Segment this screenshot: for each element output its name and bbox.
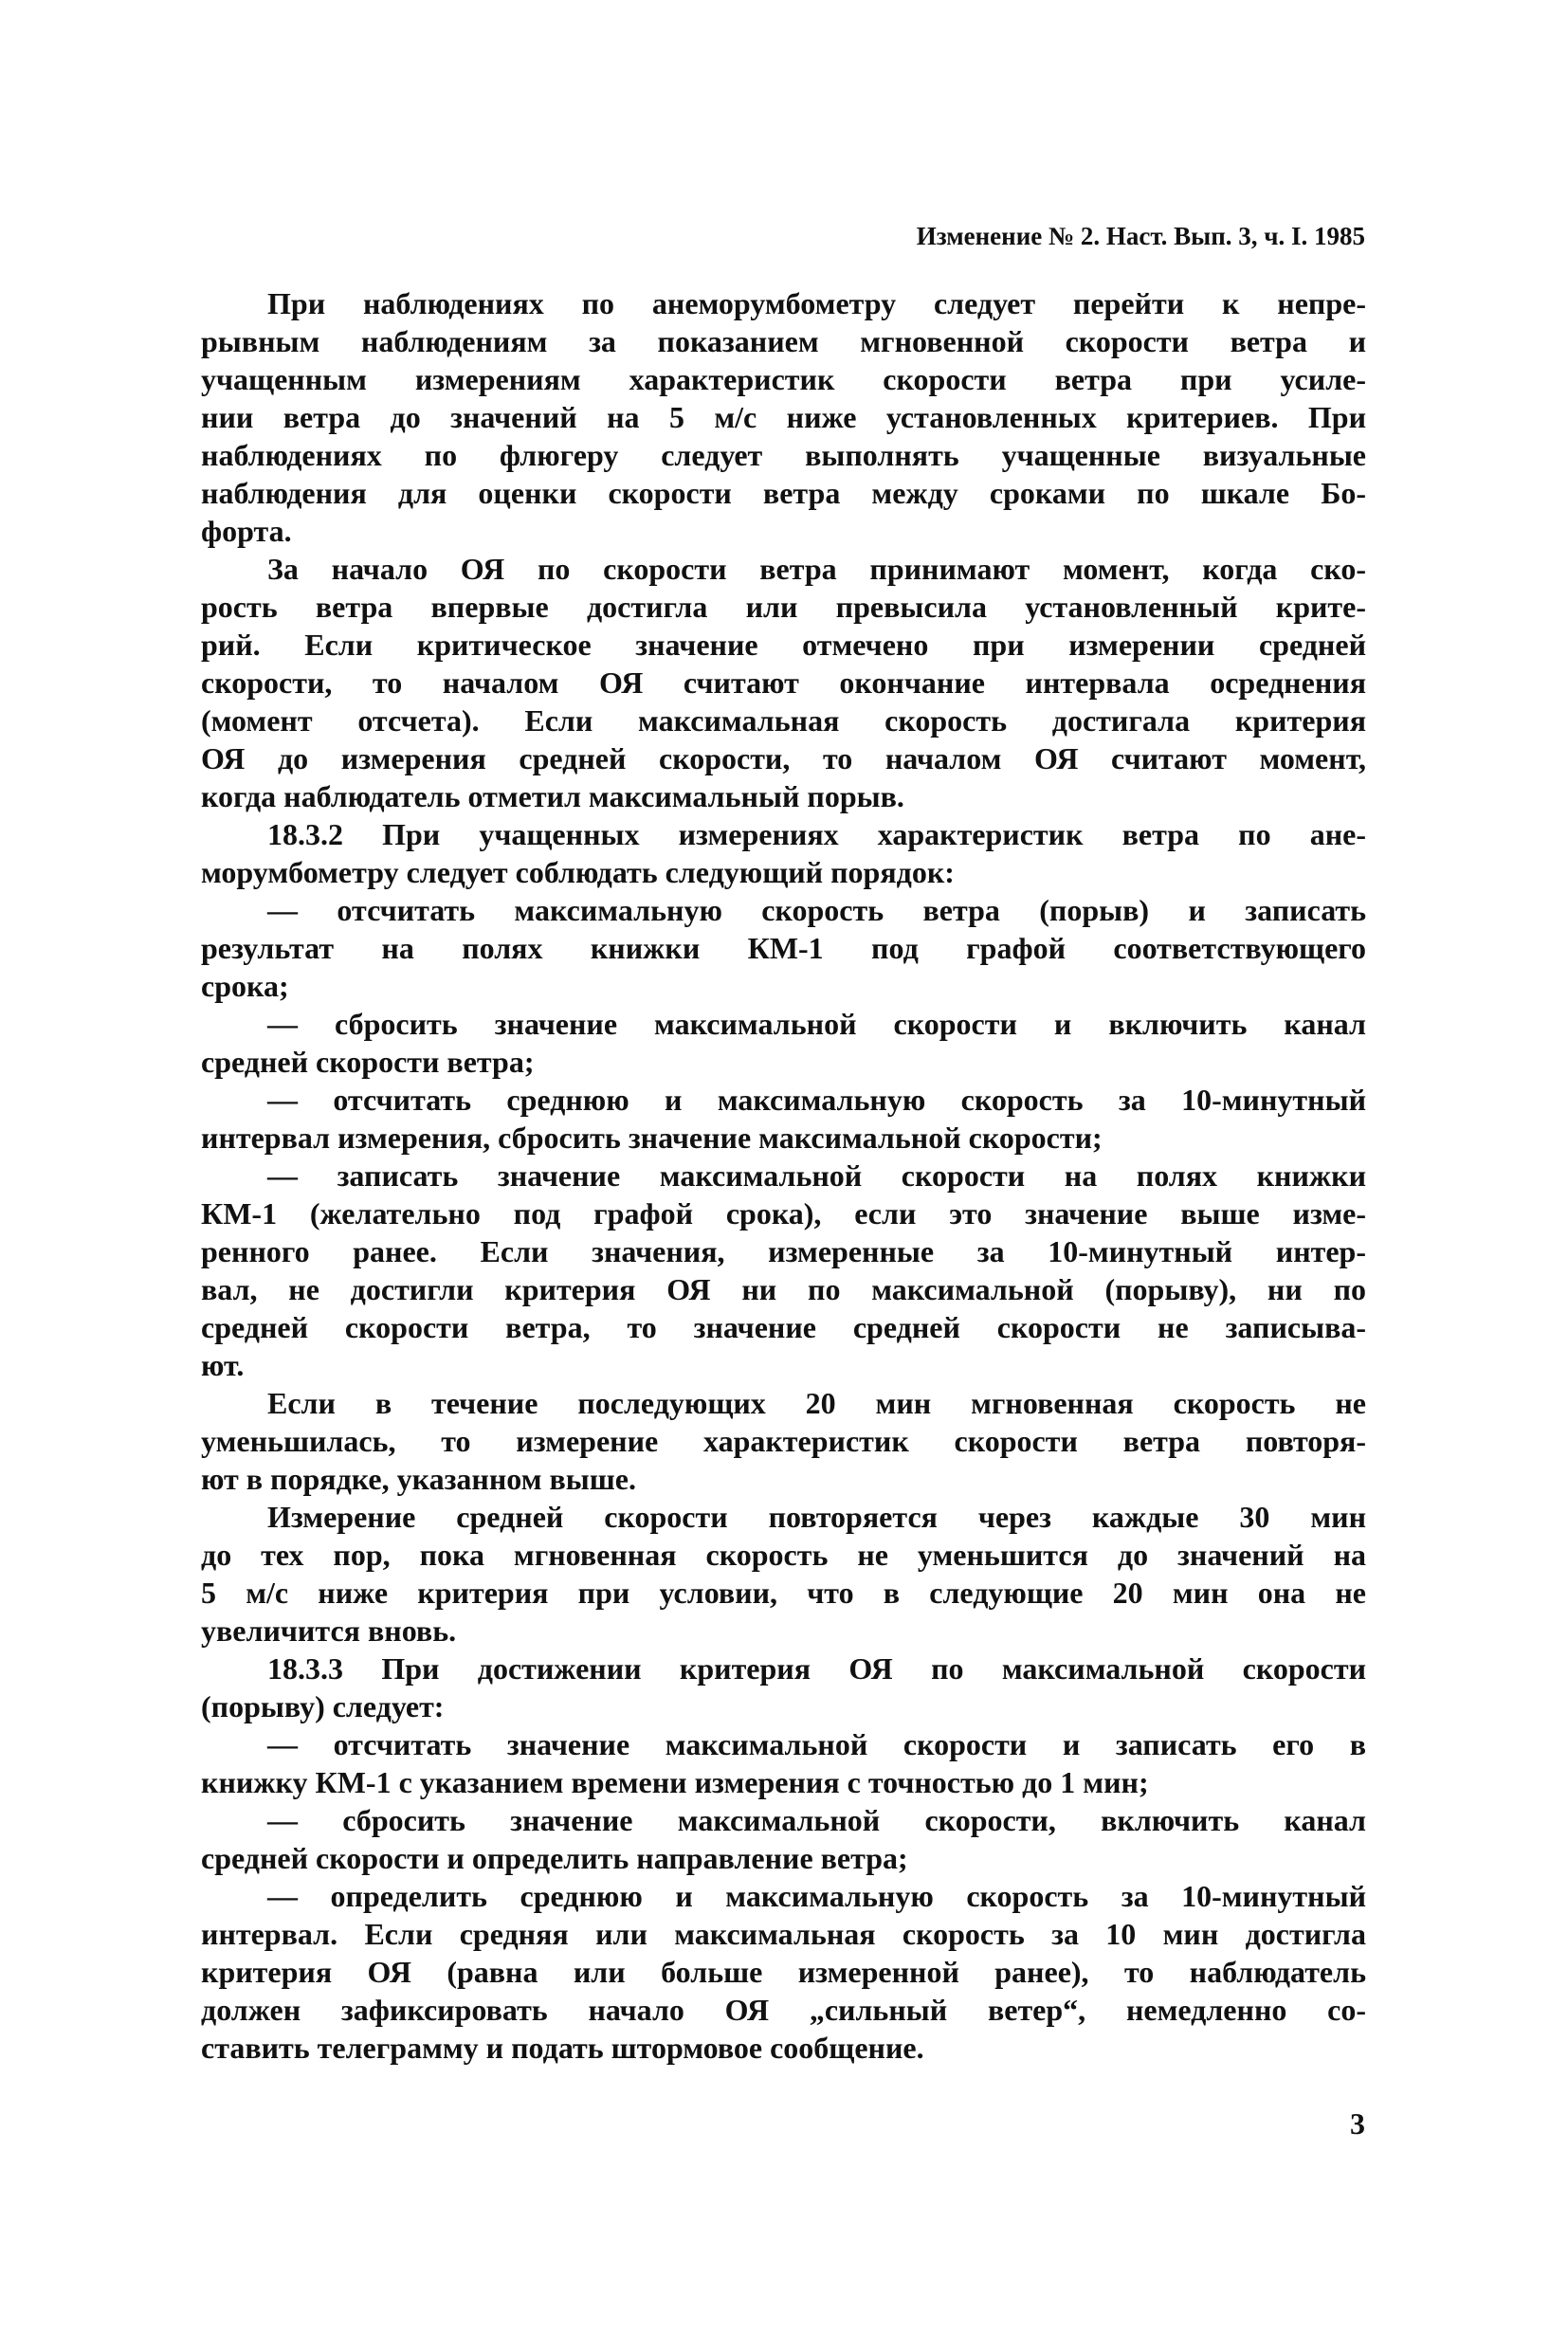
text-line: — сбросить значение максимальной скорости, включить канал	[267, 1803, 1366, 1837]
paragraph	[201, 1650, 1366, 1725]
page-number: 3	[1350, 2106, 1365, 2141]
text-line: форта.	[201, 514, 292, 548]
text-line: морумбометру следует соблюдать следующий порядок:	[201, 855, 955, 889]
text-line: увеличится вновь.	[201, 1614, 457, 1648]
text-line: нии ветра до значений на 5 м/с ниже установленных критериев. При	[201, 400, 1366, 434]
text-line: ренного ранее. Если значения, измеренные за 10-минутный интер-	[201, 1234, 1366, 1268]
running-header: Изменение № 2. Наст. Вып. 3, ч. I. 1985	[916, 222, 1365, 250]
text-line: интервал. Если средняя или максимальная скорость за 10 мин достигла	[201, 1917, 1366, 1951]
paragraph	[201, 1725, 1366, 1801]
text-line: 5 м/с ниже критерия при условии, что в следующие 20 мин она не	[201, 1576, 1366, 1610]
paragraph	[201, 284, 1366, 550]
text-line: ют в порядке, указанном выше.	[201, 1462, 636, 1496]
paragraph	[201, 1157, 1366, 1384]
text-line: должен зафиксировать начало ОЯ „сильный ветер“, немедленно со-	[201, 1993, 1366, 2027]
text-line: — отсчитать максимальную скорость ветра (порыв) и записать	[267, 893, 1366, 927]
text-line: — определить среднюю и максимальную скорость за 10-минутный	[267, 1879, 1366, 1913]
text-line: При наблюдениях по анеморумбометру следует перейти к непре-	[267, 286, 1366, 320]
text-line: За начало ОЯ по скорости ветра принимают момент, когда ско-	[267, 552, 1366, 586]
paragraph	[201, 550, 1366, 815]
text-line: средней скорости ветра;	[201, 1045, 535, 1079]
paragraph	[201, 815, 1366, 891]
text-line: интервал измерения, сбросить значение максимальной скорости;	[201, 1121, 1103, 1155]
text-line: ставить телеграмму и подать штормовое сообщение.	[201, 2031, 924, 2065]
text-line: результат на полях книжки КМ-1 под графой соответствующего	[201, 931, 1366, 965]
text-line: — отсчитать значение максимальной скорости и записать его в	[267, 1727, 1366, 1761]
paragraph	[201, 1498, 1366, 1650]
text-line: критерия ОЯ (равна или больше измеренной ранее), то наблюдатель	[201, 1955, 1366, 1989]
text-line: вал, не достигли критерия ОЯ ни по максимальной (порыву), ни по	[201, 1272, 1366, 1306]
text-line: ОЯ до измерения средней скорости, то началом ОЯ считают момент,	[201, 741, 1366, 775]
text-line: ют.	[201, 1348, 245, 1382]
text-line: средней скорости и определить направление ветра;	[201, 1841, 908, 1875]
text-line: рость ветра впервые достигла или превысила установленный крите-	[201, 590, 1366, 624]
text-line: наблюдения для оценки скорости ветра между сроками по шкале Бо-	[201, 476, 1366, 510]
paragraph	[201, 891, 1366, 1005]
text-line: учащенным измерениям характеристик скорости ветра при усиле-	[201, 362, 1366, 396]
paragraph	[201, 1384, 1366, 1498]
text-line: когда наблюдатель отметил максимальный порыв.	[201, 779, 904, 813]
text-line: уменьшилась, то измерение характеристик скорости ветра повторя-	[201, 1424, 1366, 1458]
text-line: Измерение средней скорости повторяется через каждые 30 мин	[267, 1500, 1366, 1534]
body-text	[201, 284, 1366, 2067]
text-line: наблюдениях по флюгеру следует выполнять учащенные визуальные	[201, 438, 1366, 472]
text-line: — сбросить значение максимальной скорости и включить канал	[267, 1007, 1366, 1041]
paragraph	[201, 1081, 1366, 1157]
text-line: рий. Если критическое значение отмечено при измерении средней	[201, 628, 1366, 662]
text-line: (порыву) следует:	[201, 1689, 445, 1723]
text-line: КМ-1 (желательно под графой срока), если это значение выше изме-	[201, 1196, 1366, 1231]
paragraph	[201, 1005, 1366, 1081]
paragraph	[201, 1801, 1366, 1877]
text-line: до тех пор, пока мгновенная скорость не уменьшится до значений на	[201, 1538, 1366, 1572]
text-line: срока;	[201, 969, 289, 1003]
text-line: 18.3.2 При учащенных измерениях характеристик ветра по ане-	[267, 817, 1366, 851]
text-line: книжку КМ-1 с указанием времени измерения с точностью до 1 мин;	[201, 1765, 1149, 1799]
text-line: (момент отсчета). Если максимальная скорость достигала критерия	[201, 703, 1366, 738]
text-line: рывным наблюдениям за показанием мгновенной скорости ветра и	[201, 324, 1366, 358]
text-line: скорости, то началом ОЯ считают окончание интервала осреднения	[201, 665, 1366, 700]
text-line: 18.3.3 При достижении критерия ОЯ по максимальной скорости	[267, 1651, 1366, 1686]
text-line: средней скорости ветра, то значение средней скорости не записыва-	[201, 1310, 1366, 1344]
paragraph	[201, 1877, 1366, 2067]
text-line: Если в течение последующих 20 мин мгновенная скорость не	[267, 1386, 1366, 1420]
text-line: — записать значение максимальной скорости на полях книжки	[267, 1158, 1366, 1193]
text-line: — отсчитать среднюю и максимальную скорость за 10-минутный	[267, 1083, 1366, 1117]
